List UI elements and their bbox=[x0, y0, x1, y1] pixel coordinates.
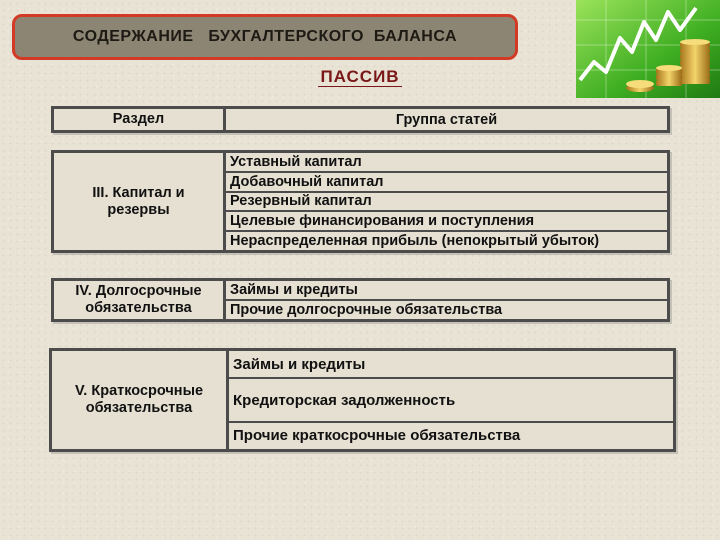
page-title: СОДЕРЖАНИЕ БУХГАЛТЕРСКОГО БАЛАНСА bbox=[72, 28, 458, 45]
section-block-capital bbox=[51, 150, 670, 253]
list-item: Кредиторская задолженность bbox=[229, 379, 673, 423]
section-block-longterm bbox=[51, 278, 670, 322]
list-item: Нераспределенная прибыль (непокрытый убыток) bbox=[230, 233, 600, 250]
column-header-group: Группа статей bbox=[395, 111, 498, 128]
section-name: III. Капитал и резервы bbox=[54, 153, 226, 250]
list-item: Резервный капитал bbox=[226, 193, 667, 213]
list-item: Добавочный капитал bbox=[226, 173, 667, 193]
list-item: Прочие долгосрочные обязательства bbox=[230, 302, 503, 318]
section-name: IV. Долгосрочные обязательства bbox=[54, 281, 226, 319]
list-item: Займы и кредиты bbox=[229, 351, 673, 379]
list-item: Уставный капитал bbox=[226, 153, 667, 173]
title-bar bbox=[12, 14, 518, 60]
table-header bbox=[51, 106, 670, 133]
section-subtitle: ПАССИВ bbox=[320, 67, 400, 86]
list-item: Прочие краткосрочные обязательства bbox=[233, 427, 521, 445]
section-block-shortterm bbox=[49, 348, 676, 452]
section-name: V. Краткосрочные обязательства bbox=[52, 351, 229, 449]
column-header-section: Раздел bbox=[54, 109, 226, 130]
list-item: Целевые финансирования и поступления bbox=[226, 212, 667, 232]
list-item: Займы и кредиты bbox=[226, 281, 667, 301]
